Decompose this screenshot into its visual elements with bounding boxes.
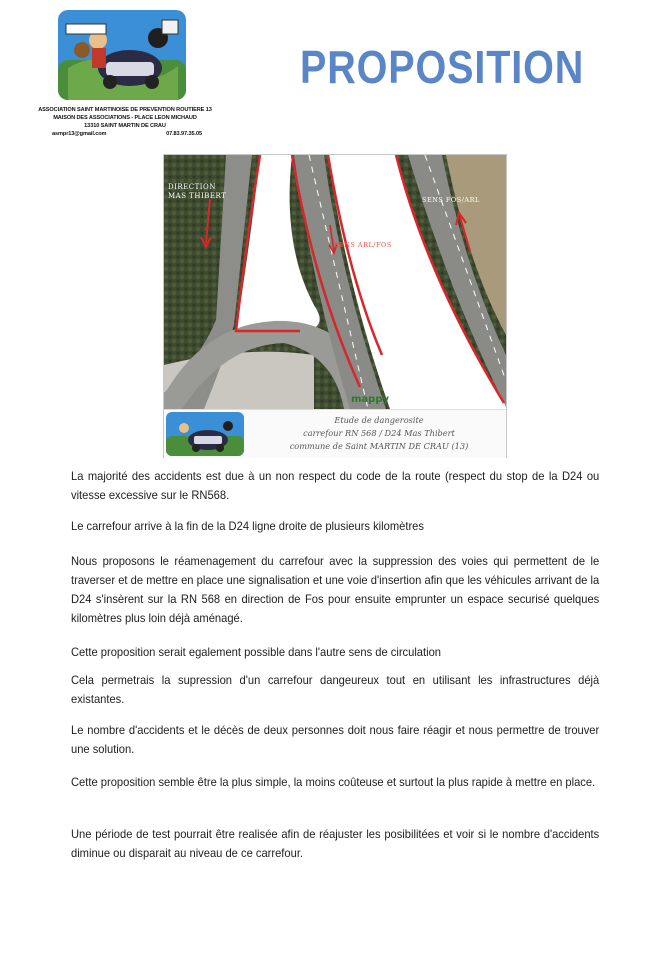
paragraph-other-direction: Cette proposition serait egalement possible dans l'autre sens de circulation [71, 645, 442, 659]
caption-line-1: Etude de dangerosite [334, 415, 424, 425]
paragraph-accidents-cause: La majorité des accidents est due à un non respect du code de la route (respect du stop de la D24 ou vitesse excessive sur le RN568. [71, 469, 600, 502]
association-header [30, 8, 220, 144]
paragraph-benefit: Cela permetrais la supression d'un carrefour dangeureux tout en utilisant les infrastructures déjà existantes. [71, 673, 600, 706]
mappy-watermark: mappy [351, 394, 390, 405]
association-phone: 07.83.97.35.05 [166, 131, 202, 137]
intersection-map [163, 154, 507, 458]
map-label-sens-fos-arl: SENS FOS/ARL [422, 196, 480, 204]
paragraph-intersection-location: Le carrefour arrive à la fin de la D24 ligne droite de plusieurs kilomètres [71, 519, 424, 533]
association-address [30, 106, 220, 138]
association-email: asmpr13@gmail.com [52, 131, 107, 137]
caption-association-logo [166, 412, 244, 456]
paragraph-proposal: Nous proposons le réamenagement du carrefour avec la suppression des voies qui permettent de le traverser et de mettre en place une signalisation et une voie d'insertion afin que les véhicules arrivant de la D24 s'insèrent sur la RN 568 en direction de Fos pour ensuite emprunter un espace securisé quelques kilomètres plus loin déjà aménagé. [71, 554, 600, 625]
map-caption-text [256, 414, 502, 453]
map-label-direction: DIRECTION MAS THIBERT [168, 183, 227, 200]
association-contact [30, 130, 220, 138]
association-city: 13310 SAINT MARTIN DE CRAU [84, 123, 166, 129]
map-caption [164, 409, 506, 458]
map-label-sens-arl-fos: SENS ARL/FOS [334, 241, 392, 249]
document-title: PROPOSITION [300, 41, 585, 93]
caption-line-3: commune de Saint MARTIN DE CRAU (13) [289, 441, 469, 451]
caption-line-2: carrefour RN 568 / D24 Mas Thibert [303, 428, 455, 438]
association-building: MAISON DES ASSOCIATIONS - PLACE LEON MICHAUD [53, 115, 197, 121]
paragraph-simplicity: Cette proposition semble être la plus simple, la moins coûteuse et surtout la plus rapide à mettre en place. [71, 775, 596, 789]
association-logo [58, 10, 186, 100]
paragraph-fatalities: Le nombre d'accidents et le décès de deux personnes doit nous faire réagir et nous permettre de trouver une solution. [71, 723, 600, 756]
association-name: ASSOCIATION SAINT MARTINOISE DE PREVENTION ROUTIERE 13 [38, 107, 212, 113]
paragraph-test-period: Une période de test pourrait être realisée afin de réajuster les posibilitées et voir si le nombre d'accidents diminue ou disparait au niveau de ce carrefour. [71, 827, 600, 860]
